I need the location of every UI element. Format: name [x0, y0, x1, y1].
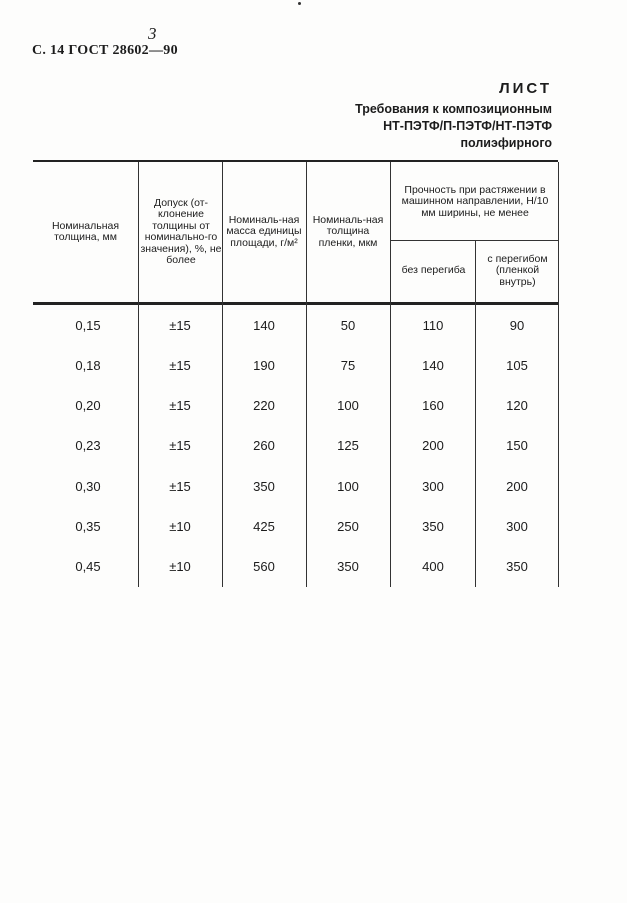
table-cell: ±10 — [169, 519, 191, 534]
column-divider — [558, 162, 559, 587]
table-cell: ±15 — [169, 398, 191, 413]
table-cell: 90 — [509, 318, 525, 333]
table-cell: 140 — [253, 318, 275, 333]
subheader-rule — [390, 240, 558, 241]
table-cell: 0,15 — [75, 318, 101, 333]
column-divider — [390, 162, 391, 587]
table-cell: ±15 — [169, 438, 191, 453]
table-cell: 350 — [506, 559, 528, 574]
table-cell: 300 — [422, 479, 444, 494]
table-cell: 300 — [506, 519, 528, 534]
handwritten-annotation: 3 — [148, 24, 157, 43]
table-cell: ±15 — [169, 479, 191, 494]
subtitle-line-2: НТ-ПЭТФ/П-ПЭТФ/НТ-ПЭТФ — [383, 119, 552, 133]
column-divider — [306, 162, 307, 587]
column-divider — [475, 240, 476, 587]
document-title: ЛИСТ — [499, 80, 552, 97]
header-no-bend: без перегиба — [401, 264, 466, 277]
table-cell: 105 — [506, 358, 528, 373]
header-mass: Номиналь-ная масса единицы площади, г/м² — [226, 213, 302, 249]
header-strength: Прочность при растяжении в машинном направлении, Н/10 мм ширины, не менее — [401, 183, 549, 219]
table-cell: 200 — [422, 438, 444, 453]
table-cell: 350 — [422, 519, 444, 534]
table-cell: 0,18 — [75, 358, 101, 373]
column-divider — [138, 162, 139, 587]
document-subtitle — [355, 101, 552, 152]
header-film: Номиналь-ная толщина пленки, мкм — [312, 213, 384, 249]
table-cell: 425 — [253, 519, 275, 534]
table-cell: 400 — [422, 559, 444, 574]
table-cell: 0,23 — [75, 438, 101, 453]
table-cell: 125 — [337, 438, 359, 453]
table-cell: ±15 — [169, 358, 191, 373]
table-cell: 100 — [337, 479, 359, 494]
table-cell: ±15 — [169, 318, 191, 333]
scan-speck — [298, 2, 301, 5]
subtitle-line-3: полиэфирного — [460, 136, 552, 150]
table-cell: 150 — [506, 438, 528, 453]
table-cell: 0,35 — [75, 519, 101, 534]
table-cell: 560 — [253, 559, 275, 574]
table-cell: 250 — [337, 519, 359, 534]
table-cell: 160 — [422, 398, 444, 413]
header-thickness: Номинальная толщина, мм — [51, 219, 120, 243]
table-cell: 110 — [422, 318, 444, 333]
table-cell: 190 — [253, 358, 275, 373]
table-cell: 100 — [337, 398, 359, 413]
table-cell: 0,45 — [75, 559, 101, 574]
table-header-bottom-rule — [33, 302, 558, 305]
table-cell: 75 — [340, 358, 356, 373]
table-cell: 120 — [506, 398, 528, 413]
table-cell: 350 — [253, 479, 275, 494]
subtitle-line-1: Требования к композиционным — [355, 102, 552, 116]
table-cell: 260 — [253, 438, 275, 453]
page-reference: С. 14 ГОСТ 28602—90 — [32, 43, 178, 58]
header-tolerance: Допуск (от-клонение толщины от номинально-го значения), %, не более — [140, 196, 222, 266]
column-divider — [222, 162, 223, 587]
table-cell: 200 — [506, 479, 528, 494]
table-cell: 220 — [253, 398, 275, 413]
table-cell: ±10 — [169, 559, 191, 574]
header-with-bend: с перегибом (пленкой внутрь) — [487, 252, 548, 288]
table-cell: 0,20 — [75, 398, 101, 413]
table-cell: 50 — [340, 318, 356, 333]
table-cell: 350 — [337, 559, 359, 574]
table-cell: 140 — [422, 358, 444, 373]
table-cell: 0,30 — [75, 479, 101, 494]
